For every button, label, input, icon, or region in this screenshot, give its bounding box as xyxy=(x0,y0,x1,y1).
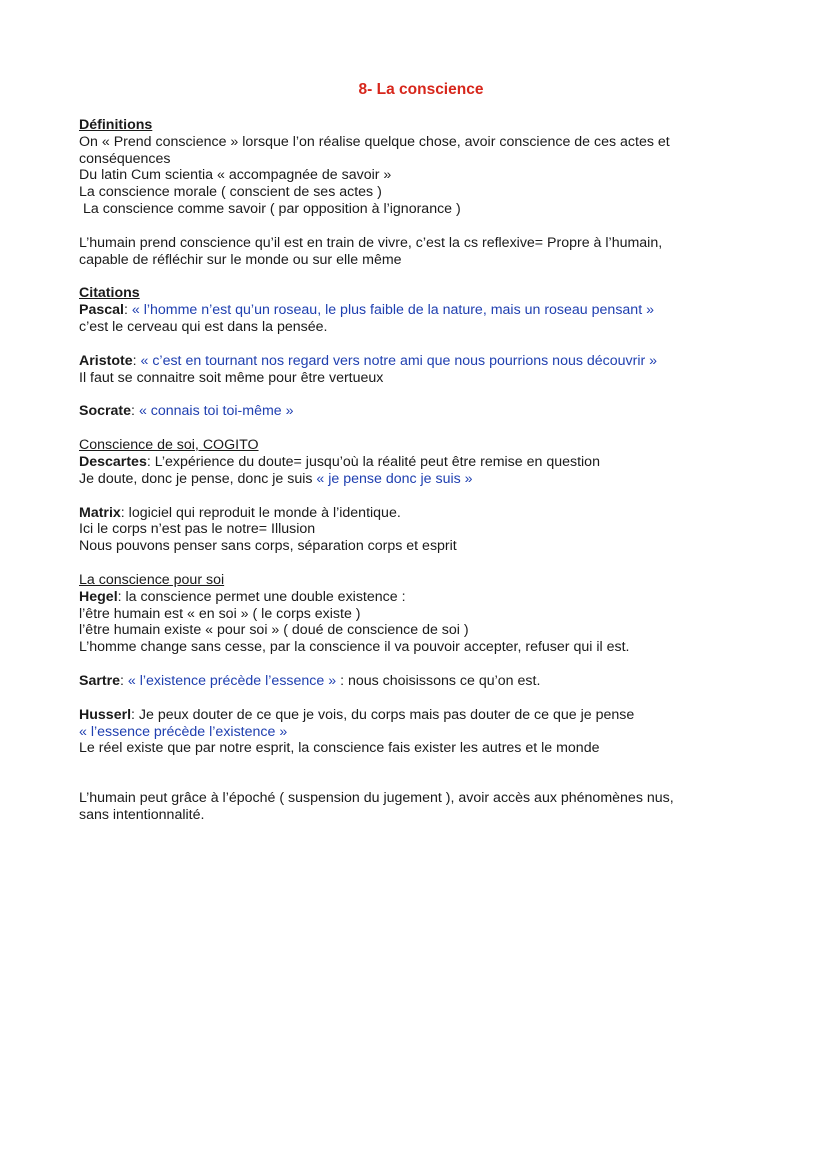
socrate-citation: Socrate: « connais toi toi-même » xyxy=(79,403,294,420)
quote-text: « l’existence précède l’essence » xyxy=(127,672,337,689)
pour-soi-section xyxy=(79,572,759,757)
hegel-line: Hegel: la conscience permet une double existence : xyxy=(79,588,406,605)
paragraph-line: sans intentionnalité. xyxy=(79,806,205,823)
page-title: 8- La conscience xyxy=(358,81,484,98)
matrix-note: Nous pouvons penser sans corps, séparation corps et esprit xyxy=(79,538,457,555)
citations-heading: Citations xyxy=(79,285,140,302)
document-page xyxy=(79,81,759,824)
quote-text: « connais toi toi-même » xyxy=(138,403,294,420)
cogito-section xyxy=(79,437,759,555)
cogito-heading: Conscience de soi, COGITO xyxy=(79,437,259,454)
definition-line: La conscience comme savoir ( par opposition à l’ignorance ) xyxy=(83,200,461,217)
definitions-section xyxy=(79,117,759,218)
author-name: Hegel xyxy=(79,588,118,605)
author-name: Pascal xyxy=(79,302,124,319)
hegel-note: l’être humain est « en soi » ( le corps existe ) xyxy=(79,605,361,622)
citations-section xyxy=(79,285,759,420)
paragraph-line: L’humain peut grâce à l’époché ( suspension du jugement ), avoir accès aux phénomènes nus, xyxy=(79,790,674,807)
sartre-line: Sartre: « l’existence précède l’essence » : nous choisissons ce qu’on est. xyxy=(79,672,541,689)
author-name: Matrix xyxy=(79,504,121,521)
quote-text: « c’est en tournant nos regard vers notre ami que nous pourrions nous découvrir » xyxy=(140,352,658,369)
author-name: Aristote xyxy=(79,352,133,369)
definitions-heading: Définitions xyxy=(79,117,153,133)
pour-soi-heading: La conscience pour soi xyxy=(79,571,225,588)
pascal-citation: Pascal: « l’homme n’est qu’un roseau, le plus faible de la nature, mais un roseau pensant » xyxy=(79,302,654,319)
matrix-note: Ici le corps n’est pas le notre= Illusion xyxy=(79,521,316,538)
hegel-note: L’homme change sans cesse, par la conscience il va pouvoir accepter, refuser qui il est. xyxy=(79,639,630,656)
reflexive-paragraph xyxy=(79,235,759,269)
quote-text: « je pense donc je suis » xyxy=(316,470,473,487)
paragraph-line: L’humain prend conscience qu’il est en train de vivre, c’est la cs reflexive= Propre à l’humain, xyxy=(79,234,663,251)
hegel-note: l’être humain existe « pour soi » ( doué de conscience de soi ) xyxy=(79,622,469,639)
descartes-line: Descartes: L’expérience du doute= jusqu’où la réalité peut être remise en question xyxy=(79,453,600,470)
author-name: Husserl xyxy=(79,706,132,723)
quote-text: « l’homme n’est qu’un roseau, le plus faible de la nature, mais un roseau pensant » xyxy=(131,302,654,319)
matrix-line: Matrix: logiciel qui reproduit le monde à l’identique. xyxy=(79,504,401,521)
aristote-note: Il faut se connaitre soit même pour être vertueux xyxy=(79,369,384,386)
definition-line: Du latin Cum scientia « accompagnée de savoir » xyxy=(79,167,392,184)
husserl-line: Husserl: Je peux douter de ce que je vois, du corps mais pas douter de ce que je pense xyxy=(79,706,635,723)
author-name: Socrate xyxy=(79,403,132,420)
descartes-quote-line: Je doute, donc je pense, donc je suis « je pense donc je suis » xyxy=(79,470,473,487)
definition-line: On « Prend conscience » lorsque l’on réalise quelque chose, avoir conscience de ces actes et xyxy=(79,133,670,150)
husserl-quote: « l’essence précède l’existence » xyxy=(79,723,288,740)
paragraph-line: capable de réfléchir sur le monde ou sur elle même xyxy=(79,251,402,268)
husserl-note: Le réel existe que par notre esprit, la conscience fais exister les autres et le monde xyxy=(79,740,600,757)
aristote-citation: Aristote: « c’est en tournant nos regard vers notre ami que nous pourrions nous découvrir » xyxy=(79,352,658,369)
author-name: Sartre xyxy=(79,672,121,689)
definition-line: La conscience morale ( conscient de ses actes ) xyxy=(79,184,382,201)
conclusion-paragraph xyxy=(79,790,759,824)
definition-line: conséquences xyxy=(79,150,171,167)
pascal-note: c’est le cerveau qui est dans la pensée. xyxy=(79,318,328,335)
author-name: Descartes xyxy=(79,453,147,470)
